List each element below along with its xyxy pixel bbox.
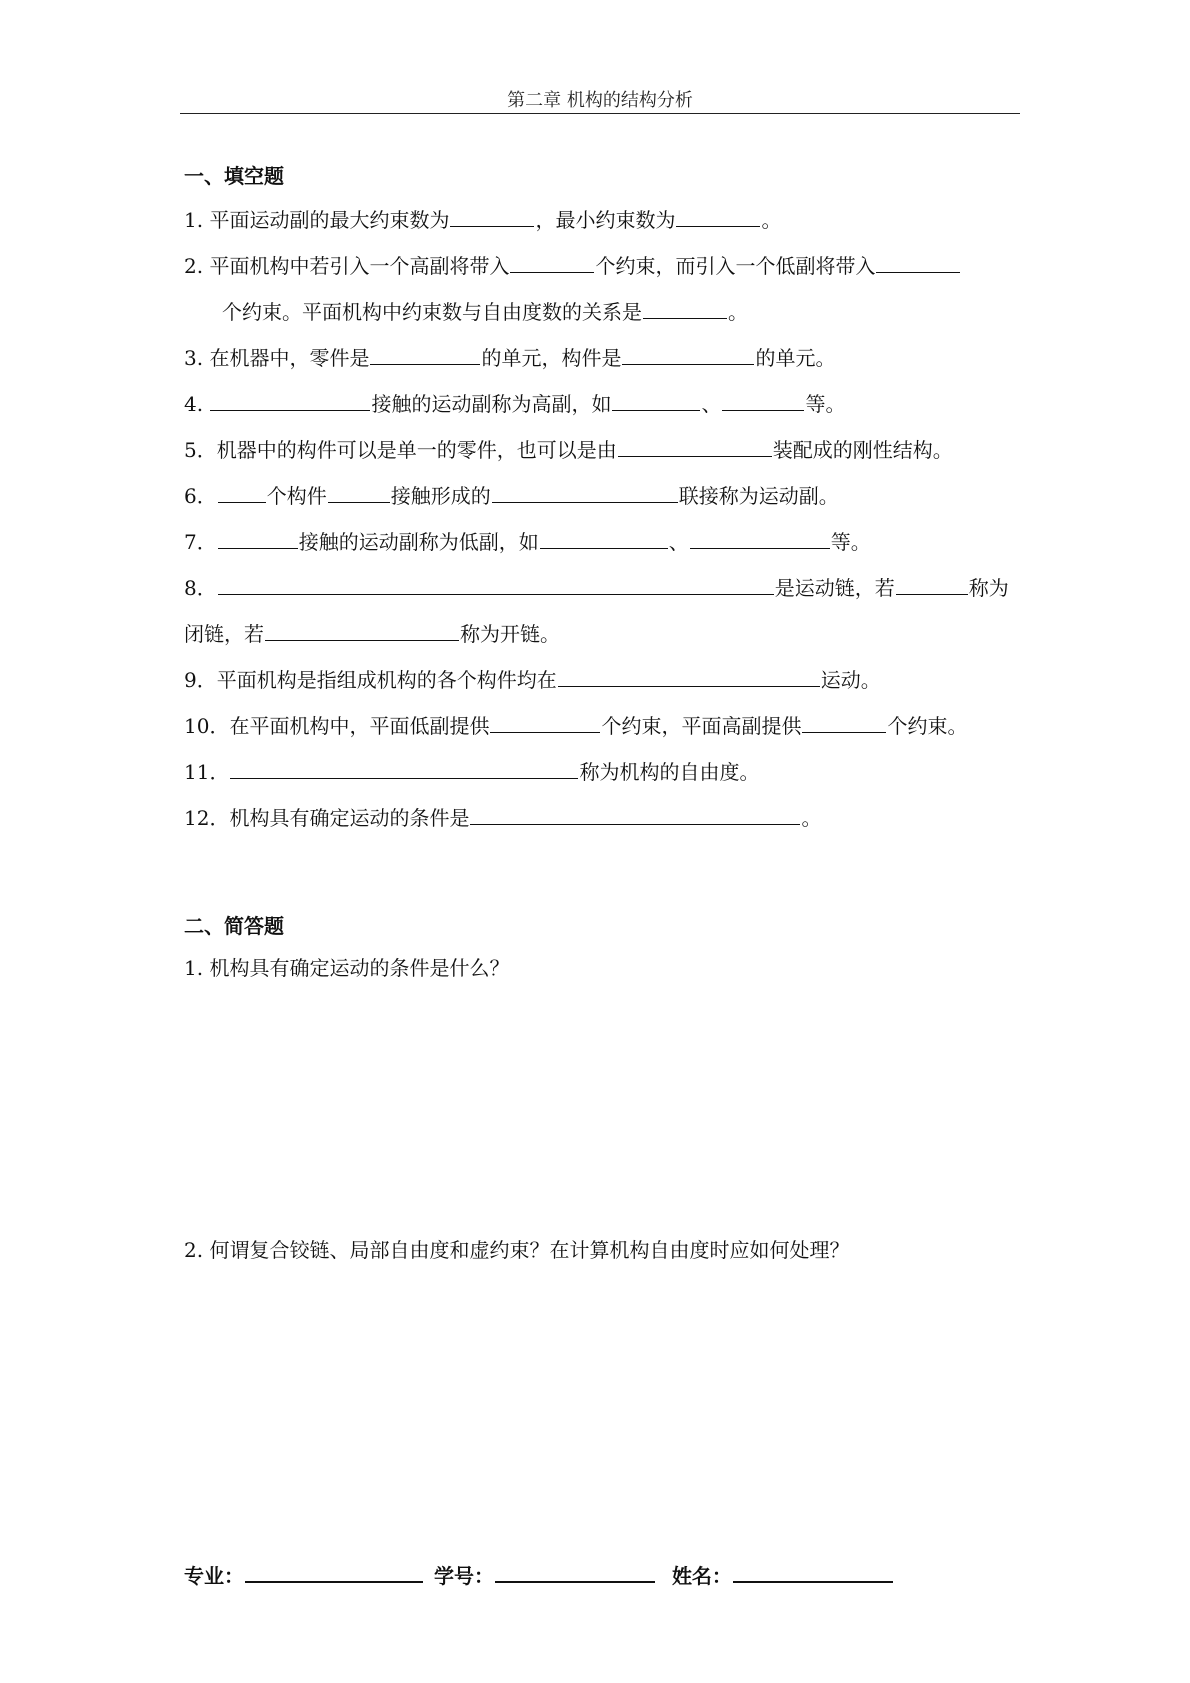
answer-blank[interactable] [618, 436, 772, 457]
question-6: 6． 个构件 接触形成的 联接称为运动副。 [184, 484, 839, 508]
answer-blank[interactable] [328, 482, 390, 503]
short-answer-question-1: 1. 机构具有确定运动的条件是什么？ [184, 956, 510, 980]
answer-blank[interactable] [802, 712, 886, 733]
answer-blank[interactable] [558, 666, 820, 687]
question-9: 9．平面机构是指组成机构的各个构件均在 运动。 [184, 668, 881, 692]
answer-blank[interactable] [470, 804, 800, 825]
answer-blank[interactable] [218, 574, 774, 595]
answer-blank[interactable] [370, 344, 480, 365]
answer-blank[interactable] [690, 528, 830, 549]
student-id-field[interactable] [495, 1561, 655, 1583]
section-heading-short-answer: 二、简答题 [184, 914, 284, 938]
answer-blank[interactable] [218, 528, 298, 549]
question-8: 8． 是运动链，若 称为 [184, 576, 1009, 600]
answer-blank[interactable] [612, 390, 700, 411]
answer-blank[interactable] [210, 390, 370, 411]
student-info-footer [184, 1560, 894, 1589]
section-heading-fill-in: 一、填空题 [184, 164, 284, 188]
question-8-continued: 闭链，若 称为开链。 [184, 622, 560, 646]
question-2-continued: 个约束。平面机构中约束数与自由度数的关系是 。 [222, 300, 748, 324]
question-1: 1. 平面运动副的最大约束数为 ，最小约束数为 。 [184, 208, 782, 232]
answer-blank[interactable] [265, 620, 459, 641]
answer-blank[interactable] [643, 298, 727, 319]
answer-blank[interactable] [492, 482, 678, 503]
major-field[interactable] [245, 1561, 423, 1583]
answer-blank[interactable] [218, 482, 266, 503]
name-label: 姓名： [671, 1564, 732, 1588]
answer-blank[interactable] [510, 252, 594, 273]
answer-blank[interactable] [722, 390, 804, 411]
answer-blank[interactable] [540, 528, 668, 549]
header-divider [180, 113, 1020, 114]
answer-blank[interactable] [676, 206, 760, 227]
answer-blank[interactable] [450, 206, 534, 227]
answer-blank[interactable] [490, 712, 600, 733]
major-label: 专业： [184, 1564, 244, 1588]
question-11: 11． 称为机构的自由度。 [184, 760, 760, 784]
question-2: 2. 平面机构中若引入一个高副将带入 个约束，而引入一个低副将带入 [184, 252, 961, 280]
question-3: 3. 在机器中，零件是 的单元，构件是 的单元。 [184, 346, 836, 370]
short-answer-question-2: 2. 何谓复合铰链、局部自由度和虚约束？在计算机构自由度时应如何处理？ [184, 1238, 850, 1262]
answer-blank[interactable] [230, 758, 578, 779]
student-id-label: 学号： [433, 1564, 494, 1588]
question-5: 5．机器中的构件可以是单一的零件，也可以是由 装配成的刚性结构。 [184, 438, 953, 462]
question-4: 4. 接触的运动副称为高副，如 、 等。 [184, 392, 846, 416]
page-header-title: 第二章 机构的结构分析 [507, 90, 693, 111]
answer-blank[interactable] [896, 574, 968, 595]
name-field[interactable] [733, 1561, 893, 1583]
answer-blank[interactable] [876, 252, 960, 273]
question-12: 12．机构具有确定运动的条件是 。 [184, 806, 822, 830]
answer-blank[interactable] [622, 344, 754, 365]
question-10: 10．在平面机构中，平面低副提供 个约束，平面高副提供 个约束。 [184, 714, 968, 738]
question-7: 7． 接触的运动副称为低副，如 、 等。 [184, 530, 871, 554]
